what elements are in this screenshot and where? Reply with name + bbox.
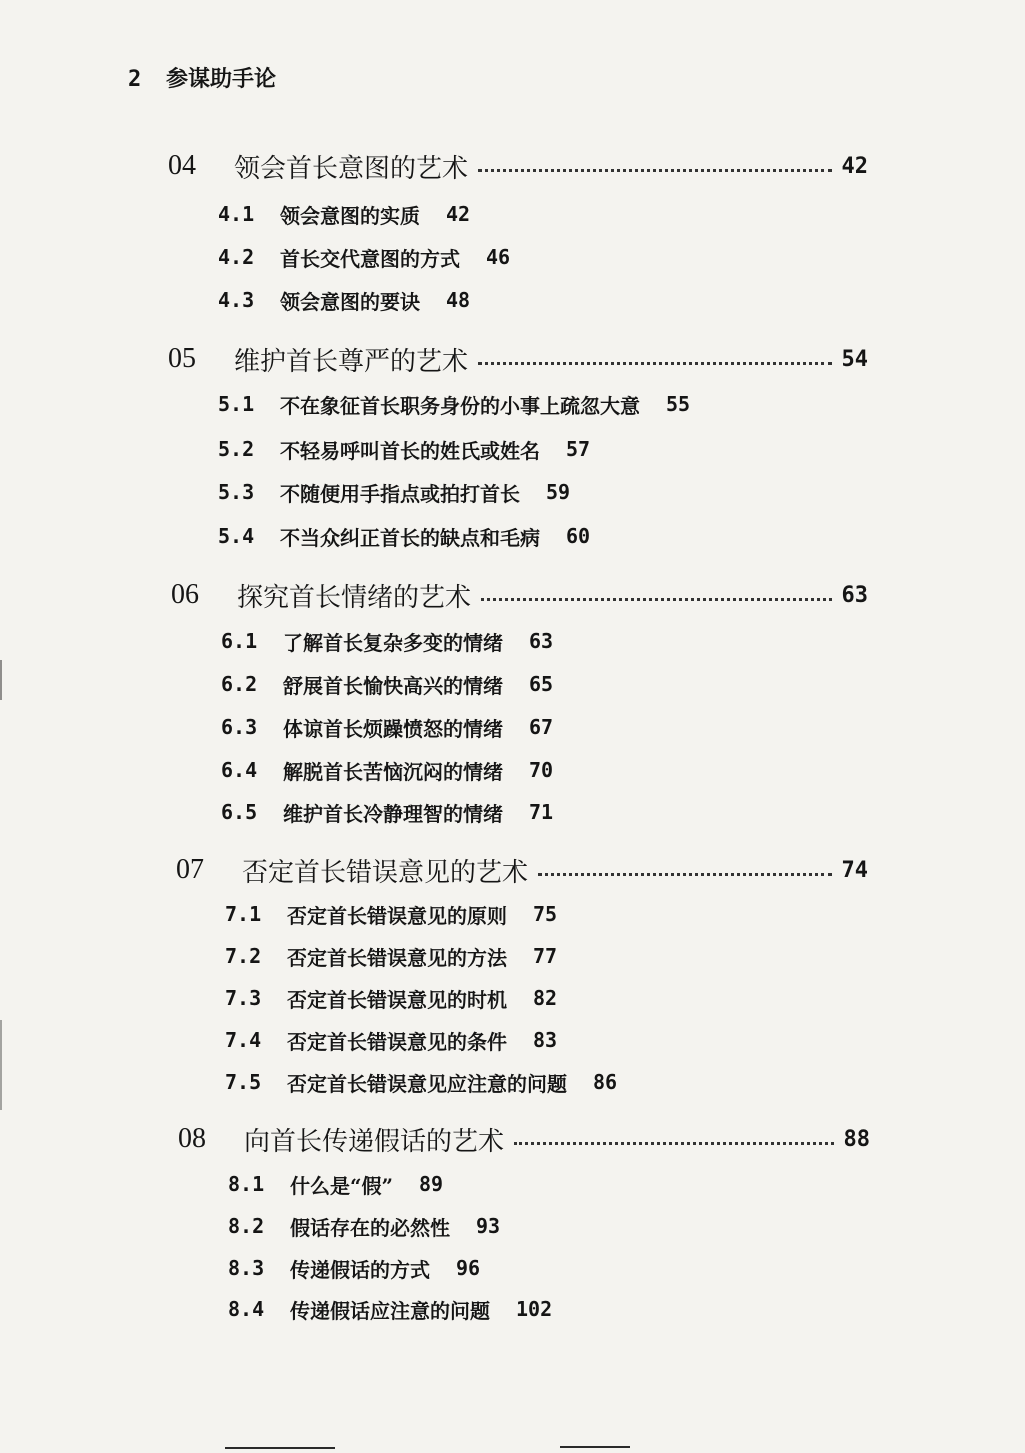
chapter-heading[interactable]: [178, 1121, 870, 1157]
toc-section[interactable]: [221, 797, 553, 827]
section-title: 领会意图的实质: [280, 203, 420, 228]
toc-section[interactable]: [225, 899, 557, 929]
chapter-page: 42: [841, 153, 868, 179]
section-title: 不在象征首长职务身份的小事上疏忽大意: [280, 393, 640, 418]
section-title: 首长交代意图的方式: [280, 246, 460, 271]
chapter-number: 08: [178, 1123, 206, 1154]
section-number: 4.2: [218, 245, 255, 269]
chapter-heading[interactable]: [171, 577, 868, 613]
section-title: 领会意图的要诀: [280, 289, 420, 314]
section-page: 83: [533, 1028, 558, 1052]
toc-section[interactable]: [218, 242, 510, 272]
section-number: 5.2: [218, 437, 255, 461]
section-number: 6.5: [221, 800, 258, 824]
section-title: 传递假话的方式: [290, 1257, 430, 1282]
toc-section[interactable]: [221, 669, 553, 699]
section-title: 不随便用手指点或拍打首长: [280, 481, 520, 506]
toc-section[interactable]: [218, 521, 590, 551]
toc-section[interactable]: [218, 434, 590, 464]
section-title: 解脱首长苦恼沉闷的情绪: [283, 759, 503, 784]
section-number: 5.1: [218, 392, 255, 416]
section-title: 否定首长错误意见的方法: [287, 945, 507, 970]
toc-section[interactable]: [225, 1067, 617, 1097]
leader-dots: [478, 362, 831, 365]
section-title: 舒展首长愉快高兴的情绪: [283, 673, 503, 698]
chapter-title: 否定首长错误意见的艺术: [242, 857, 529, 888]
section-page: 48: [446, 288, 471, 312]
section-page: 77: [533, 944, 558, 968]
chapter-heading[interactable]: [168, 148, 868, 184]
section-page: 82: [533, 986, 558, 1010]
section-page: 67: [529, 715, 554, 739]
toc-section[interactable]: [221, 626, 553, 656]
section-page: 75: [533, 902, 558, 926]
chapter-number: 06: [171, 579, 199, 610]
leader-dots: [478, 169, 831, 172]
section-number: 8.2: [228, 1214, 265, 1238]
section-number: 8.1: [228, 1172, 265, 1196]
section-number: 4.3: [218, 288, 255, 312]
section-page: 63: [529, 629, 554, 653]
section-page: 59: [546, 480, 571, 504]
chapter-title: 探究首长情绪的艺术: [237, 582, 472, 613]
section-page: 55: [666, 392, 691, 416]
leader-dots: [481, 598, 831, 601]
chapter-heading[interactable]: [168, 341, 868, 377]
chapter-number: 04: [168, 150, 196, 181]
toc-section[interactable]: [218, 477, 570, 507]
section-title: 否定首长错误意见的时机: [287, 987, 507, 1012]
section-number: 7.4: [225, 1028, 262, 1052]
section-page: 102: [516, 1297, 553, 1321]
section-page: 70: [529, 758, 554, 782]
toc-section[interactable]: [221, 755, 553, 785]
section-page: 71: [529, 800, 554, 824]
section-number: 5.3: [218, 480, 255, 504]
section-page: 46: [486, 245, 511, 269]
section-page: 65: [529, 672, 554, 696]
section-title: 不轻易呼叫首长的姓氏或姓名: [280, 438, 540, 463]
section-page: 93: [476, 1214, 501, 1238]
section-number: 7.3: [225, 986, 262, 1010]
section-number: 8.3: [228, 1256, 265, 1280]
chapter-page: 74: [841, 857, 868, 883]
toc-section[interactable]: [221, 712, 553, 742]
toc-section[interactable]: [225, 1025, 557, 1055]
scan-artifact: [225, 1447, 335, 1449]
chapter-number: 07: [176, 854, 204, 885]
section-number: 4.1: [218, 202, 255, 226]
scan-artifact: [0, 660, 2, 700]
section-page: 86: [593, 1070, 618, 1094]
toc-section[interactable]: [228, 1253, 480, 1283]
toc-section[interactable]: [225, 941, 557, 971]
section-title: 否定首长错误意见的原则: [287, 903, 507, 928]
section-title: 传递假话应注意的问题: [290, 1298, 490, 1323]
section-number: 7.5: [225, 1070, 262, 1094]
section-page: 89: [419, 1172, 444, 1196]
section-title: 体谅首长烦躁愤怒的情绪: [283, 716, 503, 741]
section-page: 60: [566, 524, 591, 548]
toc-section[interactable]: [218, 285, 470, 315]
section-number: 6.1: [221, 629, 258, 653]
chapter-title: 向首长传递假话的艺术: [244, 1126, 505, 1157]
scan-artifact: [560, 1446, 630, 1448]
scan-artifact: [0, 1020, 2, 1110]
toc-section[interactable]: [225, 983, 557, 1013]
toc-section[interactable]: [228, 1169, 443, 1199]
section-number: 6.4: [221, 758, 258, 782]
section-number: 8.4: [228, 1297, 265, 1321]
section-title: 否定首长错误意见的条件: [287, 1029, 507, 1054]
chapter-number: 05: [168, 343, 196, 374]
section-title: 了解首长复杂多变的情绪: [283, 630, 503, 655]
chapter-title: 领会首长意图的艺术: [234, 153, 469, 184]
section-page: 42: [446, 202, 471, 226]
header-page-number: 2: [128, 67, 142, 92]
leader-dots: [538, 873, 831, 876]
section-title: 否定首长错误意见应注意的问题: [287, 1071, 567, 1096]
section-page: 96: [456, 1256, 481, 1280]
section-page: 57: [566, 437, 591, 461]
toc-section[interactable]: [228, 1294, 552, 1324]
chapter-page: 88: [843, 1126, 870, 1152]
section-number: 7.2: [225, 944, 262, 968]
section-number: 6.2: [221, 672, 258, 696]
toc-section[interactable]: [218, 389, 690, 419]
running-header: [128, 62, 276, 93]
section-title: 假话存在的必然性: [290, 1215, 450, 1240]
section-number: 6.3: [221, 715, 258, 739]
chapter-page: 54: [841, 346, 868, 372]
leader-dots: [514, 1142, 833, 1145]
chapter-page: 63: [841, 582, 868, 608]
header-book-title: 参谋助手论: [166, 66, 277, 92]
section-number: 7.1: [225, 902, 262, 926]
chapter-title: 维护首长尊严的艺术: [234, 346, 469, 377]
section-title: 不当众纠正首长的缺点和毛病: [280, 525, 540, 550]
section-number: 5.4: [218, 524, 255, 548]
toc-section[interactable]: [228, 1211, 500, 1241]
section-title: 维护首长冷静理智的情绪: [283, 801, 503, 826]
toc-section[interactable]: [218, 199, 470, 229]
section-title: 什么是“假”: [290, 1173, 394, 1198]
chapter-heading[interactable]: [176, 852, 868, 888]
